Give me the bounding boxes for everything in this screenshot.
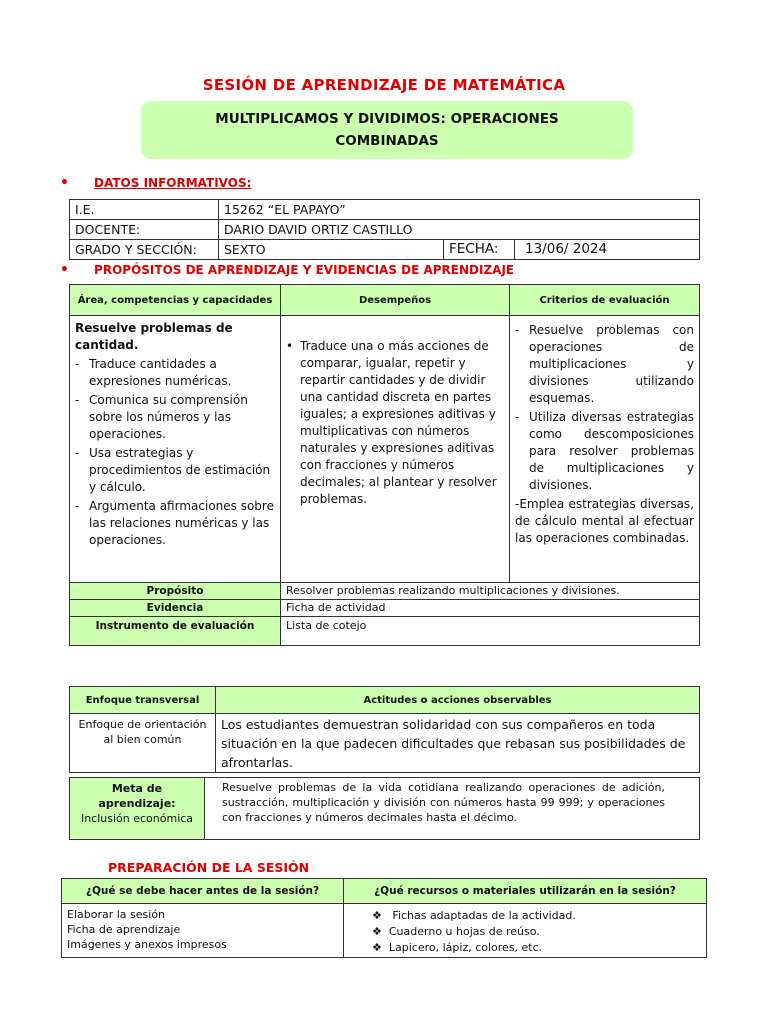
criterio-extra: -Emplea estrategias diversas, de cálculo mental al efectuar las operaciones combinadas. [515,497,694,545]
propositos-heading: PROPÓSITOS DE APRENDIZAJE Y EVIDENCIAS DE APRENDIZAJE [94,263,515,277]
preparacion-heading: PREPARACIÓN DE LA SESIÓN [108,860,310,875]
meta-table [69,777,700,840]
page-title: SESIÓN DE APRENDIZAJE DE MATEMÁTICA [202,76,566,94]
col-header-area: Área, competencias y capacidades [70,285,281,316]
table-row [70,778,700,840]
criterios-cell [510,316,700,583]
list-item: - Traduce cantidades a expresiones numéricas. [75,356,275,390]
bullet-icon: • [60,262,69,278]
enfoque-name: Enfoque de orientación al bien común [70,714,216,773]
list-item: - Resuelve problemas con operaciones de multiplicaciones y divisiones utilizando esquemas. [515,322,694,407]
table-row [70,200,700,220]
subtitle-line2: COMBINADAS [335,133,439,149]
diamond-bullet-icon: ❖ [372,909,382,922]
col-header-criterios: Criterios de evaluación [510,285,700,316]
table-row [70,220,700,240]
recursos-cell [344,904,707,958]
list-item: - Argumenta afirmaciones sobre las relaciones numéricas y las operaciones. [75,498,275,549]
table-header-row [70,687,700,714]
evidencia-label: Evidencia [70,600,281,617]
list-item: Ficha de aprendizaje [67,923,181,936]
list-item: Elaborar la sesión [67,908,166,921]
recursos-list [372,909,701,955]
col-header-recursos: ¿Qué recursos o materiales utilizarán en la sesión? [344,879,707,904]
diamond-bullet-icon: ❖ [372,925,382,938]
list-item: - Usa estrategias y procedimientos de estimación y cálculo. [75,445,275,496]
desempenos-cell [281,316,510,583]
table-row [62,904,707,958]
list-item: ❖ Lapicero, lápiz, colores, etc. [372,941,543,954]
list-item: - Comunica su comprensión sobre los números y las operaciones. [75,392,275,443]
grado-value: SEXTO [219,240,444,260]
table-header-row [70,285,700,316]
table-row [70,316,700,583]
preparacion-table [61,878,707,958]
table-row [70,617,700,646]
datos-heading-row [60,172,251,191]
ie-value: 15262 “EL PAPAYO” [219,200,700,220]
proposito-value: Resolver problemas realizando multiplicaciones y divisiones. [281,583,700,600]
col-header-actitudes: Actitudes o acciones observables [216,687,700,714]
col-header-enfoque: Enfoque transversal [70,687,216,714]
proposito-label: Propósito [70,583,281,600]
fecha-label: FECHA: [444,240,515,260]
capacidades-list [75,356,275,549]
meta-label: Meta de aprendizaje: [98,782,176,810]
ie-label: I.E. [70,200,219,220]
datos-table [69,199,700,260]
table-row [70,600,700,617]
antes-cell [62,904,344,958]
competencia-title: Resuelve problemas de cantidad. [75,321,233,352]
table-header-row [62,879,707,904]
table-row [70,714,700,773]
col-header-antes: ¿Qué se debe hacer antes de la sesión? [62,879,344,904]
grado-label: GRADO Y SECCIÓN: [70,240,219,260]
list-item: ❖ Fichas adaptadas de la actividad. [372,909,576,922]
list-item: • Traduce una o más acciones de comparar, igualar, repetir y repartir cantidades y de dividir una cantidad discreta en partes iguales; a expresiones aditivas y multiplicativas con números naturales y expresiones aditivas con fracciones y números decimales; al plantear y resolver problemas. [286,338,504,508]
meta-sub: Inclusión económica [80,812,194,825]
list-item: - Utiliza diversas estrategias como descomposiciones para resolver problemas de multiplicaciones y divisiones. [515,409,694,494]
list-item: ❖ Cuaderno u hojas de reúso. [372,925,540,938]
fecha-value: 13/06/ 2024 [515,240,700,260]
bullet-icon: • [60,175,69,191]
diamond-bullet-icon: ❖ [372,941,382,954]
subtitle-line1: MULTIPLICAMOS Y DIVIDIMOS: OPERACIONES [215,111,559,127]
competencias-cell [70,316,281,583]
propositos-heading-row [60,259,514,278]
instrumento-value: Lista de cotejo [281,617,700,646]
table-row [70,240,700,260]
docente-value: DARIO DAVID ORTIZ CASTILLO [219,220,700,240]
col-header-desempenos: Desempeños [281,285,510,316]
enfoque-text: Los estudiantes demuestran solidaridad con sus compañeros en toda situación en la que padecen dificultades que rebasan sus posibilidades de afrontarlas. [216,714,700,773]
docente-label: DOCENTE: [70,220,219,240]
list-item: Imágenes y anexos impresos [67,938,227,951]
datos-heading: DATOS INFORMATIVOS: [94,176,252,190]
table-row [70,583,700,600]
instrumento-label: Instrumento de evaluación [70,617,281,646]
enfoque-table [69,686,700,773]
desempenos-list [286,338,504,508]
propositos-table [69,284,700,646]
meta-text: Resuelve problemas de la vida cotidiana realizando operaciones de adición, sustracción, multiplicación y división con números hasta 99 999; y operaciones con fracciones y números decimales hasta el décimo. [205,778,700,840]
evidencia-value: Ficha de actividad [281,600,700,617]
criterios-list [515,322,694,494]
meta-label-cell [70,778,205,840]
session-subtitle-box [141,101,633,159]
